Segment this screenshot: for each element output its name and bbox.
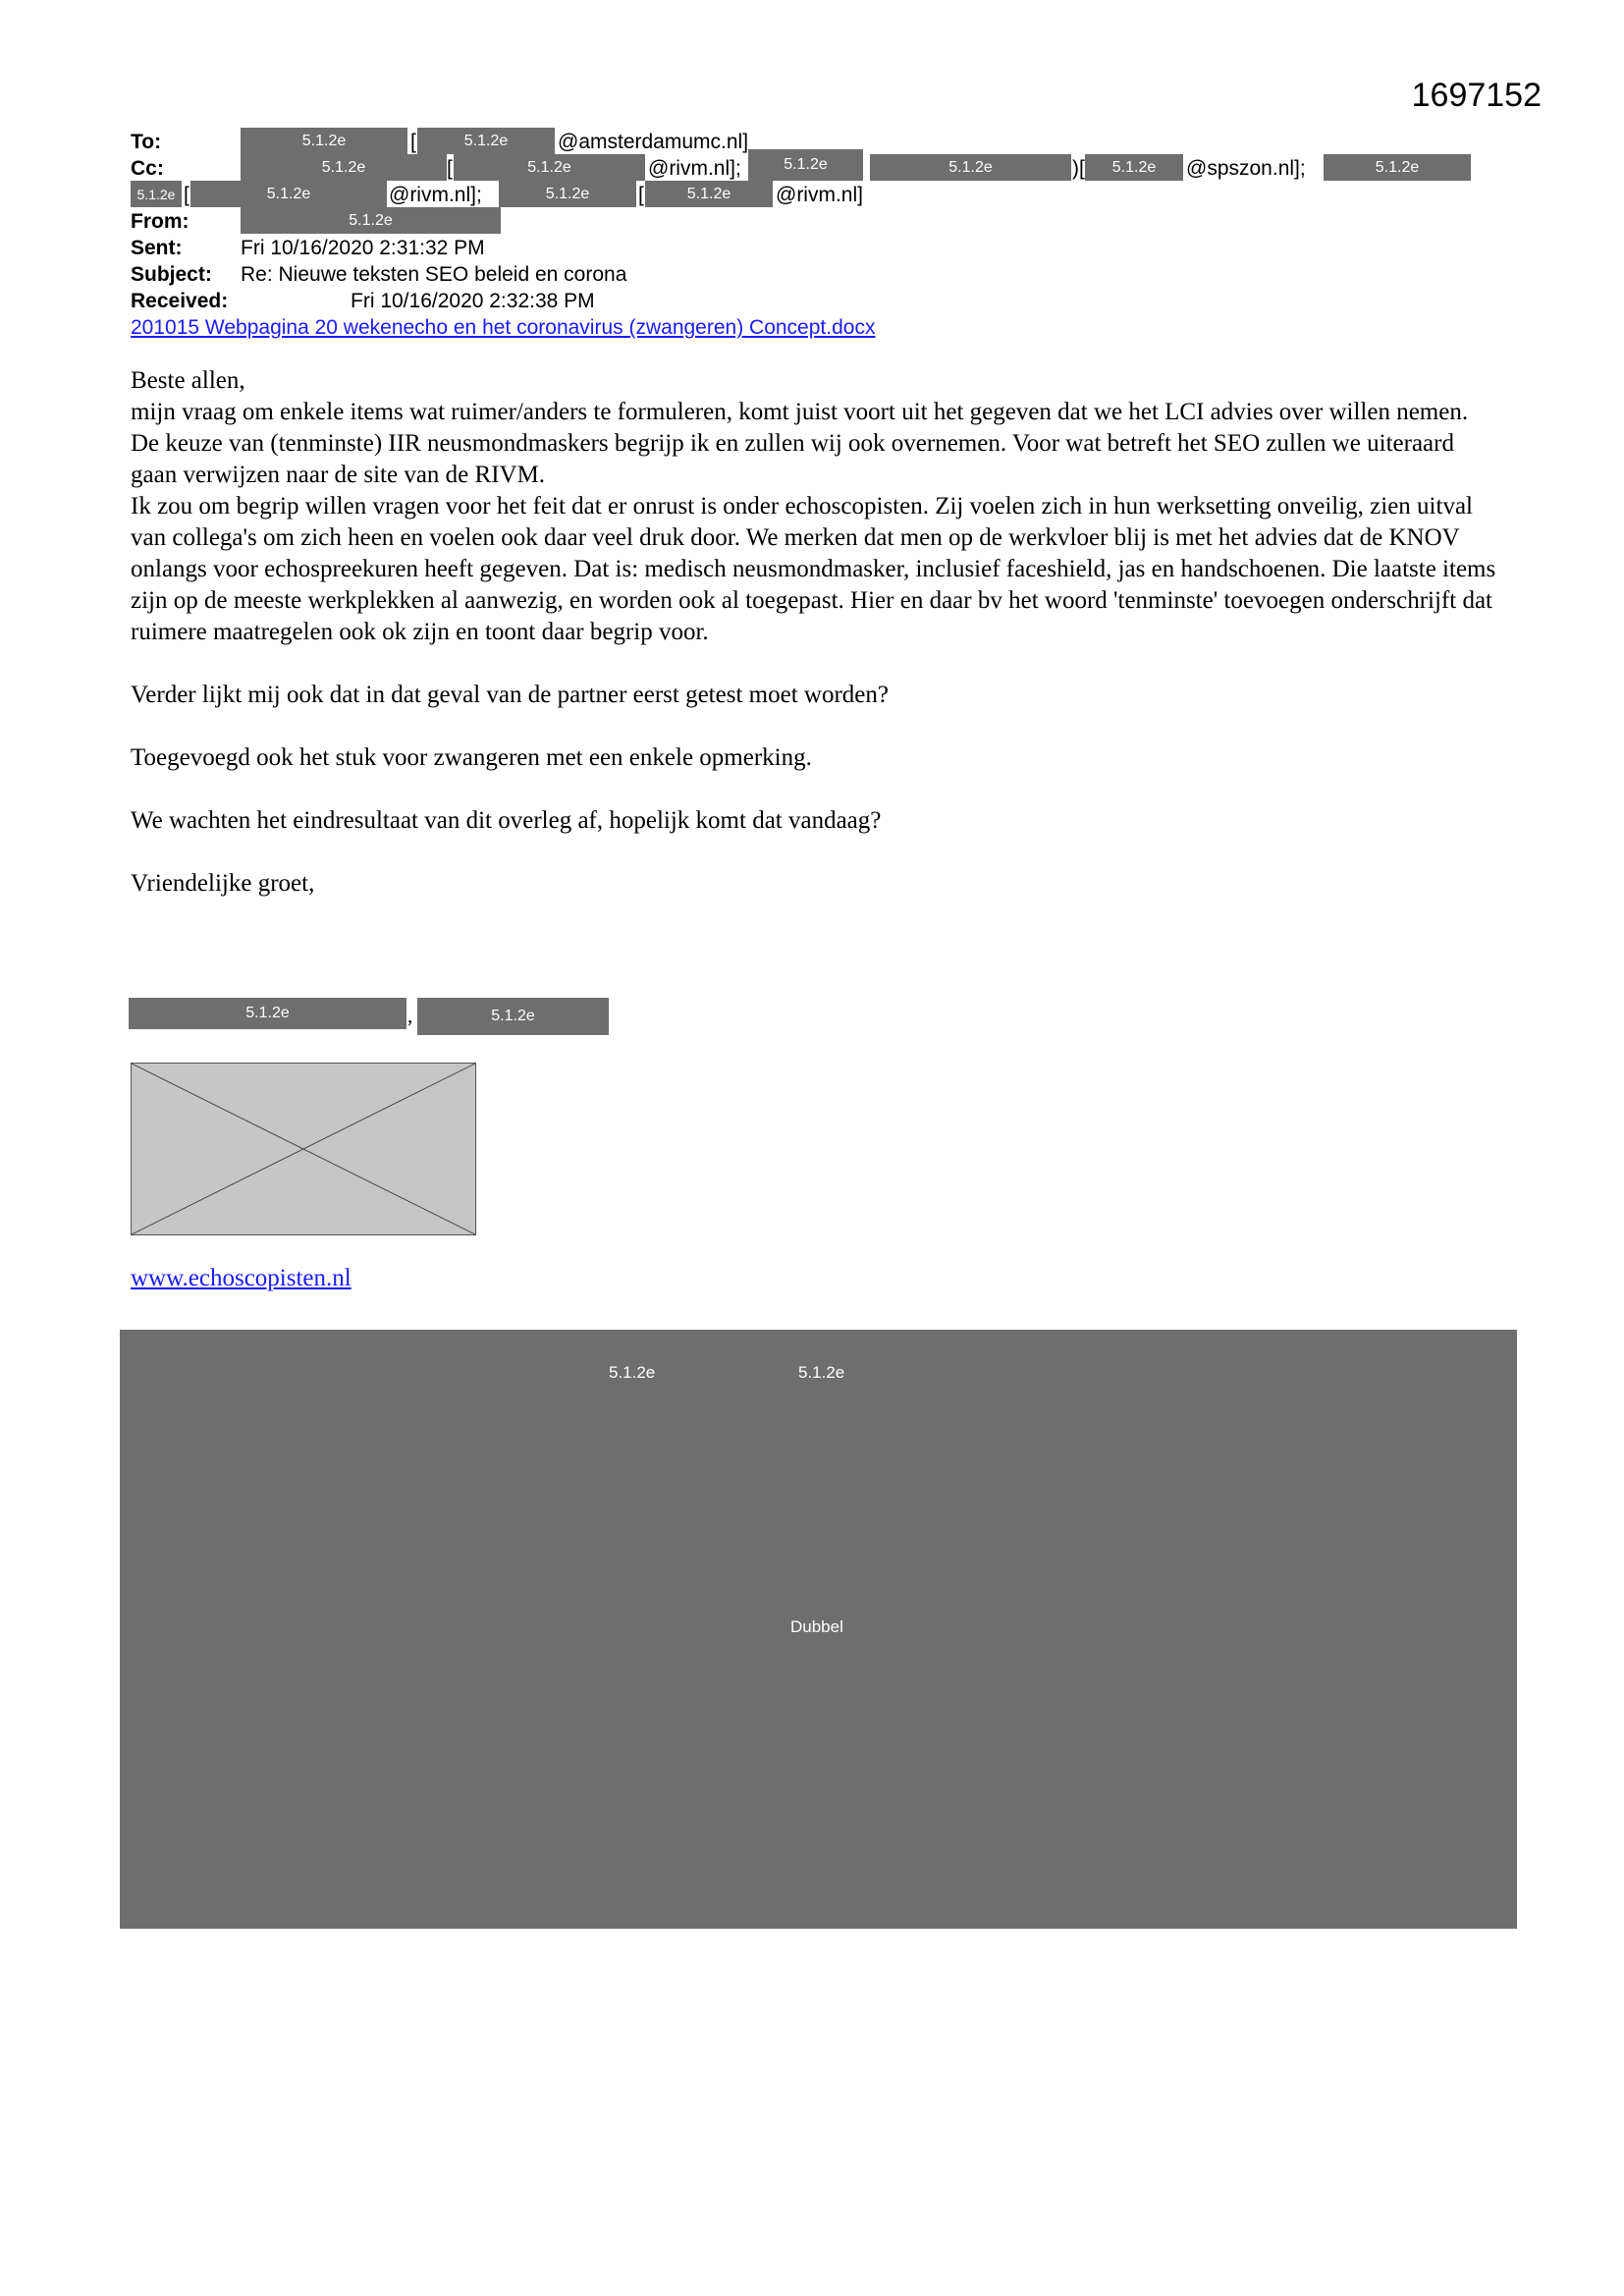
received-value: Fri 10/16/2020 2:32:38 PM	[351, 290, 595, 312]
sent-label: Sent:	[131, 237, 183, 259]
website-link[interactable]: www.echoscopisten.nl	[131, 1265, 352, 1291]
redaction-box: 5.1.2e	[870, 154, 1071, 181]
signature-separator: ,	[407, 1004, 413, 1027]
signature-redaction: 5.1.2e	[417, 998, 609, 1035]
to-label: To:	[131, 131, 162, 153]
attachment-link[interactable]: 201015 Webpagina 20 wekenecho en het coronavirus (zwangeren) Concept.docx	[131, 316, 876, 339]
email-body	[131, 365, 1500, 900]
redaction-box: 5.1.2e	[131, 181, 182, 207]
paragraph: mijn vraag om enkele items wat ruimer/anders te formuleren, komt juist voort uit het gegeven dat we het LCI advies over willen nemen.	[131, 399, 1469, 425]
cc-domain: @spszon.nl];	[1186, 157, 1306, 180]
redaction-box: 5.1.2e	[241, 154, 447, 181]
redaction-box: 5.1.2e	[190, 181, 387, 207]
from-label: From:	[131, 210, 189, 233]
paragraph: De keuze van (tenminste) IIR neusmondmaskers begrijp ik en zullen wij ook overnemen. Voor wat betreft het SEO zullen we uiteraard gaan verwijzen naar de site van de RIVM.	[131, 430, 1454, 488]
broken-image-placeholder	[131, 1063, 476, 1235]
cc-domain: @rivm.nl];	[648, 157, 741, 180]
redaction-box: 5.1.2e	[241, 128, 407, 154]
block-label: Dubbel	[790, 1617, 843, 1636]
document-number: 1697152	[1411, 77, 1542, 114]
signature-redaction: 5.1.2e	[129, 998, 406, 1029]
redaction-box: 5.1.2e	[645, 181, 773, 207]
cc-label: Cc:	[131, 157, 164, 180]
redaction-code: 5.1.2e	[798, 1363, 845, 1382]
subject-value: Re: Nieuwe teksten SEO beleid en corona	[241, 263, 627, 286]
redaction-box: 5.1.2e	[748, 149, 863, 181]
greeting: Beste allen,	[131, 367, 245, 394]
redaction-code: 5.1.2e	[609, 1363, 656, 1382]
cc-domain: @rivm.nl];	[389, 184, 482, 206]
to-domain: @amsterdamumc.nl]	[558, 131, 749, 153]
received-label: Received:	[131, 290, 229, 312]
redaction-box: 5.1.2e	[454, 154, 645, 181]
closing: Vriendelijke groet,	[131, 870, 315, 897]
redaction-box: 5.1.2e	[241, 207, 501, 234]
paragraph: Ik zou om begrip willen vragen voor het feit dat er onrust is onder echoscopisten. Zij voelen zich in hun werksetting onveilig, zien uitval van collega's om zich heen en voelen ook daar veel druk door. We merken dat men op de werkvloer blij is met het advies dat de KNOV onlangs voor echospreekuren heeft gegeven. Dat is: medisch neusmondmasker, inclusief faceshield, jas en handschoenen. Die laatste items zijn op de meeste werkplekken al aanwezig, en worden ook al toegepast. Hier en daar bv het woord 'tenminste' toevoegen onderschrijft dat ruimere maatregelen ook ok zijn en toont daar begrip voor.	[131, 493, 1496, 645]
subject-label: Subject:	[131, 263, 212, 286]
redaction-box: 5.1.2e	[499, 181, 636, 207]
cc-domain: @rivm.nl]	[776, 184, 863, 206]
paragraph: We wachten het eindresultaat van dit overleg af, hopelijk komt dat vandaag?	[131, 807, 882, 834]
paragraph: Toegevoegd ook het stuk voor zwangeren met een enkele opmerking.	[131, 744, 812, 771]
redaction-box: 5.1.2e	[1085, 154, 1183, 181]
paragraph: Verder lijkt mij ook dat in dat geval van de partner eerst getest moet worden?	[131, 682, 889, 708]
sent-value: Fri 10/16/2020 2:31:32 PM	[241, 237, 485, 259]
redacted-block	[120, 1330, 1517, 1929]
redaction-box: 5.1.2e	[417, 128, 555, 154]
redaction-box: 5.1.2e	[1324, 154, 1471, 181]
